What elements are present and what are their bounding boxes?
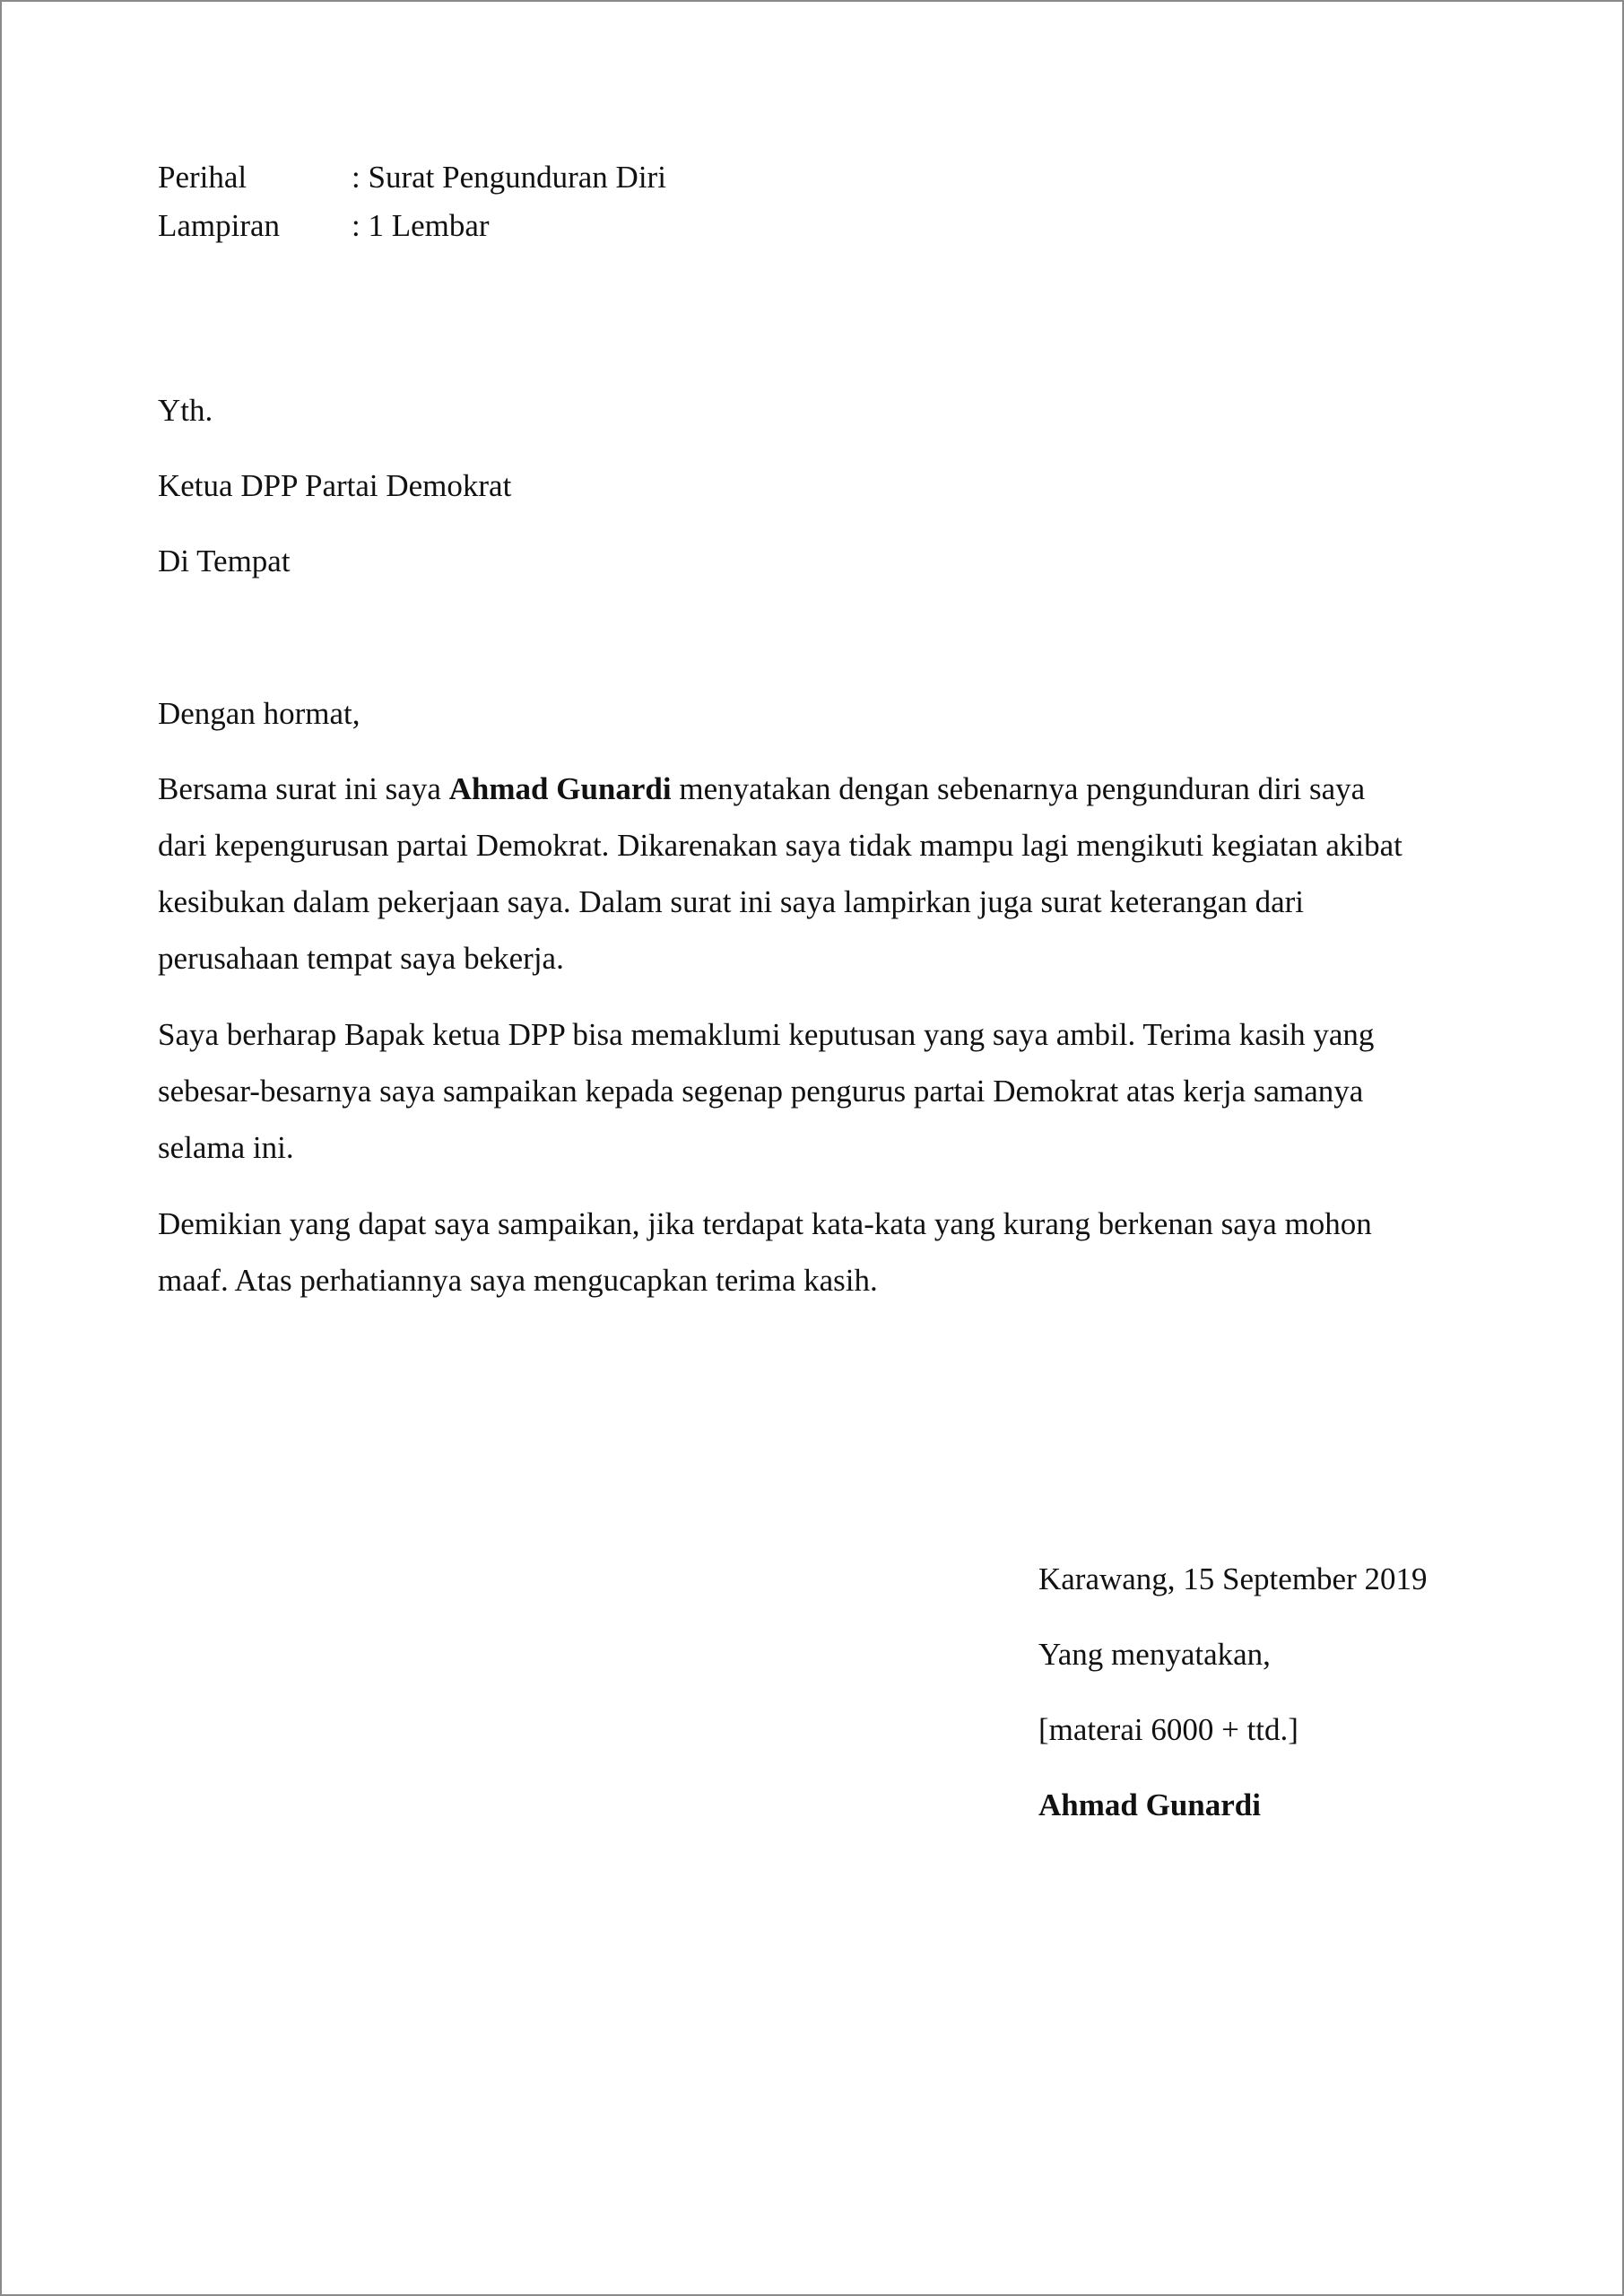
paragraph-1-line-4: perusahaan tempat saya bekerja. [158, 941, 564, 976]
paragraph-2-line-1: Saya berharap Bapak ketua DPP bisa memaklumi keputusan yang saya ambil. Terima kasih yang [158, 1017, 1375, 1052]
paragraph-3-line-1: Demikian yang dapat saya sampaikan, jika terdapat kata-kata yang kurang berkenan saya mohon [158, 1206, 1372, 1241]
paragraph-2 [158, 1006, 1467, 1176]
greeting: Dengan hormat, [158, 696, 360, 731]
paragraph-1-line-3: kesibukan dalam pekerjaan saya. Dalam surat ini saya lampirkan juga surat keterangan dari [158, 884, 1304, 919]
paragraph-3 [158, 1196, 1467, 1309]
paragraph-1-line-2: dari kepengurusan partai Demokrat. Dikarenakan saya tidak mampu lagi mengikuti kegiatan akibat [158, 828, 1403, 863]
signature-place-date: Karawang, 15 September 2019 [1038, 1561, 1428, 1596]
subject-label: Perihal [158, 160, 248, 195]
subject-value: : Surat Pengunduran Diri [352, 160, 666, 195]
signature-stamp-note: [materai 6000 + ttd.] [1038, 1712, 1298, 1747]
attachment-value: : 1 Lembar [352, 208, 490, 243]
paragraph-1 [158, 761, 1467, 987]
attachment-row [158, 208, 490, 244]
letter-body [158, 761, 1467, 1328]
sender-name-inline: Ahmad Gunardi [448, 771, 672, 806]
paragraph-2-line-2: sebesar-besarnya saya sampaikan kepada segenap pengurus partai Demokrat atas kerja samanya [158, 1074, 1364, 1109]
recipient-salutation: Yth. [158, 393, 213, 428]
paragraph-3-line-2: maaf. Atas perhatiannya saya mengucapkan terima kasih. [158, 1263, 878, 1298]
paragraph-1-line-1 [158, 761, 1467, 817]
signature-name: Ahmad Gunardi [1038, 1787, 1261, 1822]
paragraph-2-line-3: selama ini. [158, 1130, 294, 1165]
paragraph-1-text-start: Bersama surat ini saya [158, 771, 449, 806]
recipient-place: Di Tempat [158, 544, 291, 578]
attachment-label: Lampiran [158, 208, 281, 243]
recipient-name: Ketua DPP Partai Demokrat [158, 468, 512, 503]
subject-row [158, 160, 666, 196]
signature-closing: Yang menyatakan, [1038, 1637, 1271, 1672]
paragraph-1-text-end: menyatakan dengan sebenarnya pengunduran diri saya [671, 771, 1366, 806]
